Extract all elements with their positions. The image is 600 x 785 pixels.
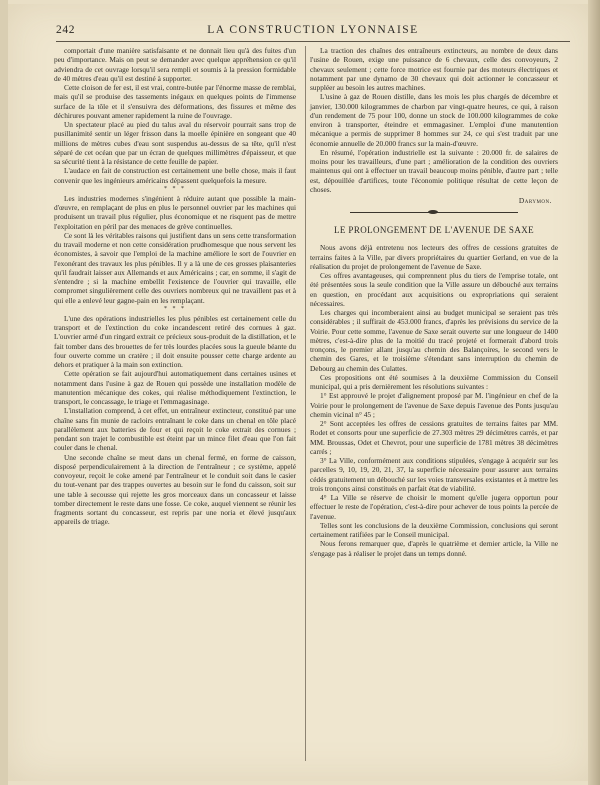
section-separator: * * *	[164, 185, 186, 192]
paragraph: Telles sont les conclusions de la deuxième Commission, conclusions qui seront certainement ratifiées par le Conseil municipal.	[310, 520, 558, 539]
column-divider	[305, 46, 306, 761]
paragraph: Une seconde chaîne se meut dans un chenal fermé, en forme de caisson, disposé perpendiculairement à la direction de l'entraîneur ; ce système, appelé convoyeur, reçoit le coke amené par l'entraîneur et le conduit soit dans le casier du tout-venant par des trappes ouvertes au besoin sur le fond du caisson, soit sur une table à secousse qui rejette les gros morceaux dans un concasseur et laisse tomber directement le reste dans une fosse. Ce coke, auquel viennent se réunir les fragments sortant du concasseur, est repris par une noria et élevé jusqu'aux appareils de triage.	[54, 452, 296, 527]
paragraph: Cette cloison de fer est, il est vrai, contre-butée par l'énorme masse de remblai, mais qu'il se produise des tassements inégaux en quelques points de l'immense surface de la tôle et il s'ensuivra des déformations, des fissures et même des déchirures pouvant amener rapidement la ruine de l'ouvrage.	[54, 83, 296, 120]
paragraph: Les industries modernes s'ingénient à réduire autant que possible la main-d'œuvre, en remplaçant de plus en plus le personnel ouvrier par les machines qui produisent un travail plus régulier, plus économique et ne risquent pas de mettre l'exploitation en péril par des menaces de grève continuelles.	[54, 193, 296, 231]
paragraph: Les charges qui incomberaient ainsi au budget municipal se seraient pas très considérables ; il suffirait de 453.000 francs, d'après les prévisions du service de la Voirie. Pour cette somme, l'avenue de Saxe serait ouverte sur une longueur de 1400 mètres, c'est-à-dire plus de la moitié du tracé projeté et formerait d'abord trois tronçons, le premier allant jusqu'au chemin des Balançoires, le second vers le chemin des Gares, et le troisième s'étendant sans interruption du chemin de Debourg au chemin des Culattes.	[310, 308, 558, 373]
newspaper-page	[8, 4, 592, 781]
paragraph: Un spectateur placé au pied du talus aval du réservoir pourrait sans trop de pusillanimité sentir un léger frisson dans la moelle épinière en songeant que 40 millions de mètres cubes d'eau sont suspendus au-dessus de sa tête, qu'il n'est séparé de cet océan que par un écran de quelques millimètres d'épaisseur, et que sa sécurité tient à la résistance de cette feuille de papier.	[54, 120, 296, 166]
paragraph: 2° Sont acceptées les offres de cessions gratuites de terrains faites par MM. Rodet et consorts pour une superficie de 27.303 mètres 29 décimètres carrés, et par MM. Broussas, Odet et Chevrot, pour une superficie de 1781 mètres 38 décimètres carrés ;	[310, 419, 558, 456]
paragraph: En résumé, l'opération industrielle est la suivante : 20.000 fr. de salaires de moins pour les travailleurs, d'une part ; amélioration de la condition des ouvriers maintenus qui ont à effectuer un travail beaucoup moins pénible, d'autre part ; telle est, dépouillée d'artifices, toute l'économie politique résultat de cette leçon de choses.	[310, 147, 558, 194]
paragraph: 1° Est approuvé le projet d'alignement proposé par M. l'ingénieur en chef de la Voirie pour le prolongement de l'avenue de Saxe depuis l'avenue des Ponts jusqu'au chemin vicinal n° 45 ;	[310, 391, 558, 419]
left-column	[54, 46, 296, 527]
header-rule	[56, 41, 570, 42]
paragraph: L'usine à gaz de Rouen distille, dans les mois les plus chargés de décembre et janvier, 130.000 kilogrammes de charbon par vingt-quatre heures, ce qui, à raison d'un rendement de 75 pour 100, donne un stock de 100.000 kilogrammes de coke environ à transporter, éteindre et emmagasiner. L'emploi d'une manutention mécanique a permis de supprimer 8 hommes sur 24, ce qui s'est traduit par une économie annuelle de 20.000 francs sur la main-d'œuvre.	[310, 92, 558, 148]
ornamental-rule	[310, 208, 558, 218]
right-column	[310, 46, 558, 558]
paragraph: L'installation comprend, à cet effet, un entraîneur extincteur, constitué par une chaîne sans fin munie de racloirs entraînant le coke dans un chenal en tôle placé parallèlement aux batteries de four et qui reçoit le coke extrait des cornues ; pendant son trajet le combustible est éteint par un mince filet d'eau que l'on fait couler dans le chenal.	[54, 406, 296, 453]
paragraph: Ces propositions ont été soumises à la deuxième Commission du Conseil municipal, qui a pris dernièrement les résolutions suivantes :	[310, 372, 558, 391]
paragraph: L'audace en fait de construction est certainement une belle chose, mais il faut convenir que les ingénieurs américains dépassent quelquefois la mesure.	[54, 166, 296, 185]
paragraph: Ce sont là les véritables raisons qui justifient dans un sens cette transformation du travail moderne et non cette considération prudhomesque que nous servent les économistes, à savoir que l'emploi de la machine améliore le sort de l'ouvrier en l'exonérant des travaux les plus pénibles. Il y a là une de ces grosses plaisanteries qu'il faudrait laisser aux Allemands et aux Américains ; car, en somme, il s'agit de s'entendre ; si la machine embellit l'existence de l'ouvrier qui travaille, elle compromet singulièrement celle des ouvriers nombreux qui ne travaillent pas et à qui elle a enlevé leur gagne-pain en les remplaçant.	[54, 230, 296, 305]
page-number: 242	[56, 24, 76, 36]
paragraph: 4° La Ville se réserve de choisir le moment qu'elle jugera opportun pour effectuer le reste de l'opération, c'est-à-dire pour achever de tous points la percée de l'avenue.	[310, 493, 558, 521]
article-title: LE PROLONGEMENT DE L'AVENUE DE SAXE	[333, 225, 535, 236]
paragraph: Nous avons déjà entretenu nos lecteurs des offres de cessions gratuites de terrains faites à la Ville, par divers propriétaires du quartier Gerland, en vue de la réalisation du projet de prolongement de l'avenue de Saxe.	[310, 243, 558, 271]
book-spine-edge	[588, 0, 600, 785]
section-separator: * * *	[164, 305, 186, 312]
paragraph: Nous ferons remarquer que, d'après le quatrième et dernier article, la Ville ne s'engage pas à réaliser le projet dans un temps donné.	[310, 539, 558, 558]
paragraph: La traction des chaînes des entraîneurs extincteurs, au nombre de deux dans l'usine de Rouen, exige une puissance de 6 chevaux, celle des convoyeurs, 2 chevaux seulement ; cette force motrice est fournie par des moteurs électriques et notamment par une dynamo de 30 chevaux qui doit actionner le concasseur et suppléer au besoin les autres machines.	[310, 46, 558, 92]
paragraph: L'une des opérations industrielles les plus pénibles est certainement celle du transport et de l'extinction du coke incandescent retiré des cornues à gaz. L'ouvrier armé d'un ringard extrait ce précieux sous-produit de la distillation, et le fait tomber dans des brouettes de fer très lourdes placées sous la gueule béante du four ouverte comme un cratère ; il doit ensuite pousser cette charge ardente au dehors et pratiquer à la main son extinction.	[54, 313, 296, 369]
author-signature: Darymon.	[518, 196, 552, 205]
paragraph: Ces offres avantageuses, qui comprennent plus du tiers de l'emprise totale, ont été présentées sous la seule condition que la Ville assure un débouché aux terrains en question, en procédant aux acquisitions ou expropriations qui seraient nécessaires.	[310, 271, 558, 308]
running-title: LA CONSTRUCTION LYONNAISE	[207, 24, 419, 36]
paragraph: Cette opération se fait aujourd'hui automatiquement dans certaines usines et notamment dans l'usine à gaz de Rouen qui possède une installation modèle de manutention mécanique des cokes, qui réalise méthodiquement l'extinction, le transport, le concassage, le triage et l'emmagasinage.	[54, 369, 296, 406]
paragraph: 3° La Ville, conformément aux conditions stipulées, s'engage à acquérir sur les parcelles 9, 10, 19, 20, 21, 37, la superficie nécessaire pour assurer aux terrains cédés gratuitement un débouché sur les voies transversales existantes et à mettre les trois tronçons ainsi constitués en parfait état de viabilité.	[310, 456, 558, 493]
page-header	[56, 24, 570, 40]
page-left-edge	[0, 0, 8, 785]
paragraph: comportait d'une manière satisfaisante et ne donnait lieu qu'à des fuites d'un peu d'importance. Mais on peut se demander avec quelque appréhension ce qu'il adviendra de cet ouvrage lorsqu'il sera rempli et soumis à la pression formidable de 40 mètres d'eau qu'il est destiné à supporter.	[54, 46, 296, 83]
